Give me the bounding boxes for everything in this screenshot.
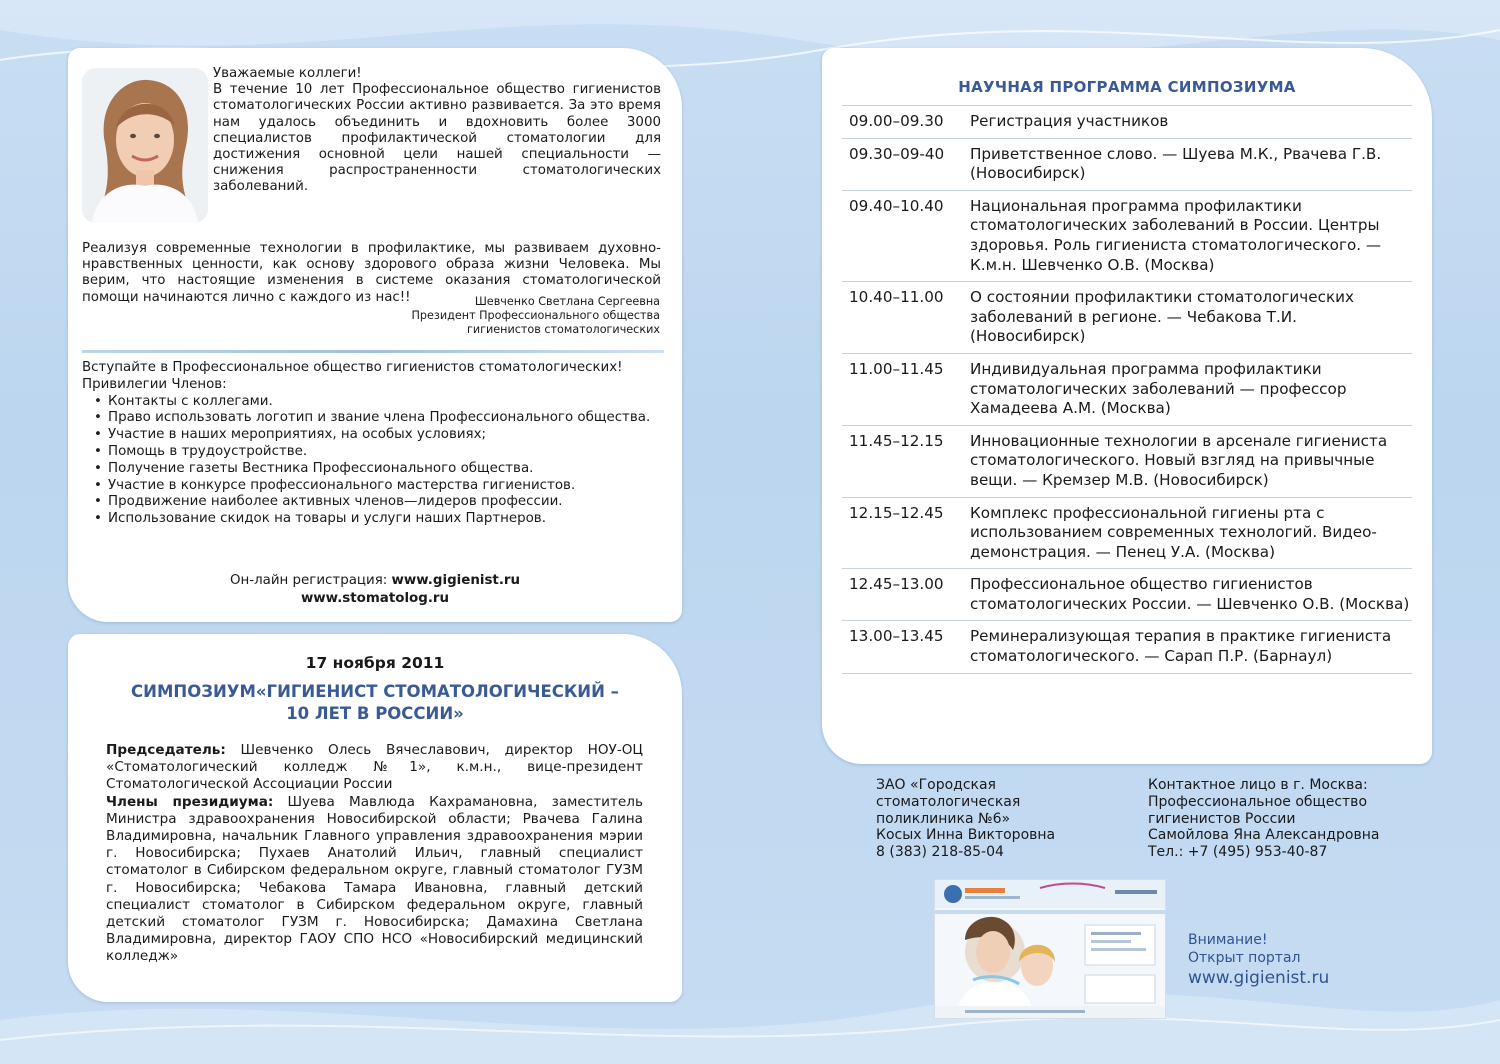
- program-time: 11.45–12.15: [849, 431, 944, 450]
- program-topic: Реминерализующая терапия в практике гигиениста стоматологического. — Сарап П.Р. (Барнаул): [970, 627, 1392, 666]
- table-row: [842, 190, 1412, 281]
- contact-line: 8 (383) 218-85-04: [876, 844, 1004, 861]
- table-row: [842, 497, 1412, 569]
- presidium-paragraph: [106, 794, 643, 966]
- program-table: [842, 105, 1412, 674]
- program-time: 10.40–11.00: [849, 288, 944, 307]
- table-row: [842, 106, 1412, 139]
- membership-section: [82, 360, 662, 528]
- symposium-card: [68, 634, 682, 1002]
- table-row: [842, 282, 1412, 354]
- program-time: 09.30–09-40: [849, 144, 945, 163]
- portal-notice: [1188, 932, 1329, 989]
- program-card: [822, 48, 1432, 764]
- portal-screenshot-image: [934, 879, 1166, 1019]
- program-time: 09.40–10.40: [849, 196, 944, 215]
- signature-name: Шевченко Светлана Сергеевна: [474, 295, 660, 308]
- program-topic: Профессиональное общество гигиенистов стоматологических России. — Шевченко О.В. (Москва): [970, 575, 1410, 613]
- program-time: 11.00–11.45: [849, 359, 944, 378]
- program-topic: Приветственное слово. — Шуева М.К., Рвачева Г.В. (Новосибирск): [970, 144, 1382, 183]
- benefits-list: [82, 394, 662, 528]
- contact-line: поликлиника №6»: [876, 810, 1011, 827]
- president-photo: [82, 68, 208, 223]
- contact-line: Тел.: +7 (495) 953-40-87: [1148, 844, 1328, 861]
- chair-text: Шевченко Олесь Вячеславович, директор НОУ-ОЦ «Стоматологический колледж №1», к.м.н., вице-президент Стоматологической Ассоциации России: [106, 742, 643, 793]
- symposium-title-line-2: 10 ЛЕТ В РОССИИ»: [286, 704, 464, 723]
- signature-role-2: гигиенистов стоматологических: [466, 323, 660, 337]
- contact-line: Контактное лицо в г. Москва:: [1148, 777, 1368, 793]
- list-item: • Получение газеты Вестника Профессионального общества.: [82, 461, 662, 478]
- letter-intro-text: Уважаемые коллеги! В течение 10 лет Профессиональное общество гигиенистов стоматологических России активно развивается. За это время нам удалось объединить и вдохновить более 3000 специалистов профилактической стоматологии для достижения основной цели нашей специальности — снижения распространенности стоматологических заболеваний.: [213, 66, 661, 195]
- contact-novosibirsk: [876, 777, 1106, 861]
- list-item: • Продвижение наиболее активных членов—лидеров профессии.: [82, 494, 662, 511]
- program-time: 13.00–13.45: [849, 627, 944, 646]
- join-text: Вступайте в Профессиональное общество гигиенистов стоматологических!: [82, 360, 623, 375]
- privileges-heading: Привилегии Членов:: [82, 376, 227, 392]
- list-item: • Использование скидок на товары и услуги наших Партнеров.: [82, 511, 662, 528]
- contact-line: стоматологическая: [876, 793, 1021, 810]
- program-topic: О состоянии профилактики стоматологических заболеваний в регионе. — Чебакова Т.И. (Новосибирск): [970, 288, 1354, 346]
- program-time: 12.15–12.45: [849, 503, 944, 522]
- registration-label: Он-лайн регистрация:: [229, 573, 392, 588]
- list-item: • Помощь в трудоустройстве.: [82, 444, 662, 461]
- symposium-title: [88, 681, 662, 725]
- symposium-members: [106, 742, 643, 966]
- table-row: [842, 621, 1412, 673]
- contact-line: Косых Инна Викторовна: [876, 827, 1056, 844]
- program-title: НАУЧНАЯ ПРОГРАММА СИМПОЗИУМА: [958, 78, 1296, 96]
- list-item: • Право использовать логотип и звание члена Профессионального общества.: [82, 410, 662, 427]
- program-topic: Национальная программа профилактики стоматологических заболеваний в России. Центры здоровья. Роль гигиениста стоматологического. — К.м.н. Шевченко О.В. (Москва): [970, 196, 1382, 274]
- registration-block: [68, 572, 682, 608]
- contact-line: Самойлова Яна Александровна: [1148, 827, 1380, 844]
- letter-body-text: Реализуя современные технологии в профилактике, мы развиваем духовно-нравственных ценности, как основу здорового образа жизни Человека. Мы верим, что настоящие изменения в системе оказания стоматологической помощи начинаются лично с каждого из нас!!: [82, 241, 661, 305]
- contact-line: ЗАО «Городская: [876, 777, 996, 793]
- program-topic: Инновационные технологии в арсенале гигиениста стоматологического. Новый взгляд на привычные вещи. — Кремзер М.В. (Новосибирск): [970, 431, 1388, 489]
- program-time: 09.00–09.30: [849, 112, 944, 130]
- portal-link[interactable]: www.gigienist.ru: [1188, 968, 1330, 988]
- table-row: [842, 353, 1412, 425]
- letter-card: [68, 48, 682, 622]
- symposium-title-line-1: СИМПОЗИУМ«ГИГИЕНИСТ СТОМАТОЛОГИЧЕСКИЙ –: [131, 682, 619, 701]
- notice-line-2: Открыт портал: [1188, 949, 1301, 966]
- contact-line: гигиенистов России: [1148, 810, 1296, 827]
- chair-label: Председатель:: [106, 742, 226, 758]
- contact-line: Профессиональное общество: [1148, 793, 1368, 810]
- registration-link-stomatolog[interactable]: www.stomatolog.ru: [300, 591, 450, 606]
- table-row: [842, 569, 1412, 621]
- signature-role-1: Президент Профессионального общества: [411, 309, 660, 323]
- table-row: [842, 138, 1412, 190]
- list-item: • Контакты с коллегами.: [82, 394, 662, 411]
- presidium-label: Члены президиума:: [106, 793, 274, 810]
- program-time: 12.45–13.00: [849, 575, 944, 594]
- program-topic: Индивидуальная программа профилактики стоматологических заболеваний — профессор Хамадеева А.М. (Москва): [970, 359, 1347, 418]
- notice-line-1: Внимание!: [1188, 932, 1268, 948]
- list-item: • Участие в наших мероприятиях, на особых условиях;: [82, 427, 662, 444]
- section-divider: [82, 350, 664, 353]
- presidium-text: Шуева Мавлюда Кахрамановна, заместитель Министра здравоохранения Новосибирской области; Рвачева Галина Владимировна, начальник Главного управления здравоохранения мэрии г. Новосибирска; Пухаев Анатолий Ильич, главный специалист стоматолог в Сибирском федеральном округе, главный стоматолог ГУЗМ г. Новосибирска; Чебакова Тамара Ивановна, главный детский специалист стоматолог в Сибирском федеральном округе, главный детский стоматолог ГУЗМ г. Новосибирска; Дамахина Светлана Владимировна, директор ГАОУ СПО НСО «Новосибирский медицинский колледж»: [106, 793, 644, 965]
- symposium-date: 17 ноября 2011: [305, 654, 445, 672]
- signature: [412, 295, 660, 338]
- chair-paragraph: [106, 742, 643, 794]
- program-topic: Комплекс профессиональной гигиены рта с использованием современных технологий. Видео-демонстрация. — Пенец У.А. (Москва): [970, 503, 1377, 561]
- table-row: [842, 425, 1412, 497]
- contact-moscow: [1148, 777, 1418, 861]
- registration-link-gigienist[interactable]: www.gigienist.ru: [391, 573, 521, 588]
- program-topic: Регистрация участников: [970, 112, 1169, 130]
- list-item: • Участие в конкурсе профессионального мастерства гигиенистов.: [82, 478, 662, 495]
